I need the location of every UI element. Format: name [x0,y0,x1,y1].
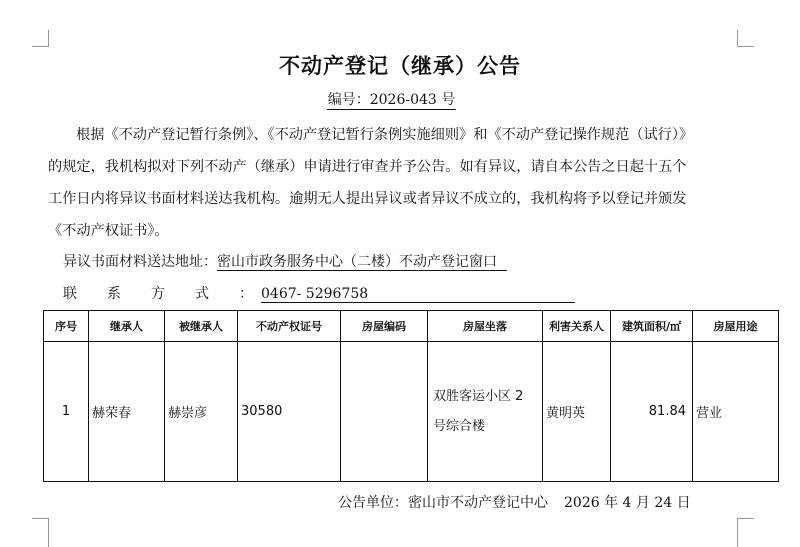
header-house-code: 房屋编码 [341,311,428,342]
cell-cert-no: 30580 [238,342,341,482]
crop-mark-top-right [737,30,754,47]
crop-mark-bottom-right [737,518,754,547]
cell-location: 双胜客运小区 2 号综合楼 [428,342,543,482]
header-heir: 继承人 [89,311,165,342]
cell-heir: 赫荣春 [89,342,165,482]
body-line-2: 的规定，我机构拟对下列不动产（继承）申请进行审查并予公告。如有异议，请自本公告之日起十五个 [48,159,687,175]
header-deceased: 被继承人 [165,311,238,342]
contact-info [63,283,575,303]
cell-house-code [341,342,428,482]
doc-number [0,89,783,109]
header-area: 建筑面积/㎡ [611,311,693,342]
crop-mark-top-left [32,30,49,47]
notice-body [48,119,738,247]
notice-date: 2026 年 4 月 24 日 [564,495,691,511]
header-cert-no: 不动产权证号 [238,311,341,342]
header-interested-party: 利害关系人 [543,311,611,342]
cell-deceased: 赫崇彦 [165,342,238,482]
header-index: 序号 [44,311,89,342]
crop-mark-bottom-left [32,518,49,547]
table-header-row [44,311,779,342]
body-line-4: 《不动产权证书》。 [48,223,169,239]
notice-footer [338,492,691,512]
cell-area: 81.84 [611,342,693,482]
address-label: 异议书面材料送达地址： [63,254,217,270]
address-value: 密山市政务服务中心（二楼）不动产登记窗口 [217,254,507,271]
contact-label: 联系方式： [63,286,283,302]
cell-index: 1 [44,342,89,482]
body-line-3: 工作日内将异议书面材料送达我机构。逾期无人提出异议或者异议不成立的，我机构将予以登记并颁发 [48,191,687,207]
doc-number-value: 2026-043 号 [369,92,456,108]
header-location: 房屋坐落 [428,311,543,342]
doc-number-label: 编号： [327,92,370,108]
issuer: 公告单位：密山市不动产登记中心 [338,495,548,511]
table-row [44,342,779,482]
inheritance-table [43,310,779,482]
body-line-1: 根据《不动产登记暂行条例》、《不动产登记暂行条例实施细则》和《不动产登记操作规范（试行）》 [76,127,694,143]
notice-title: 不动产登记（继承）公告 [279,53,521,78]
header-use: 房屋用途 [693,311,779,342]
contact-value: 0467- 5296758 [261,286,575,303]
objection-address [63,251,507,271]
cell-interested-party: 黄明英 [543,342,611,482]
cell-use: 营业 [693,342,779,482]
doc-number-underline [327,92,457,110]
